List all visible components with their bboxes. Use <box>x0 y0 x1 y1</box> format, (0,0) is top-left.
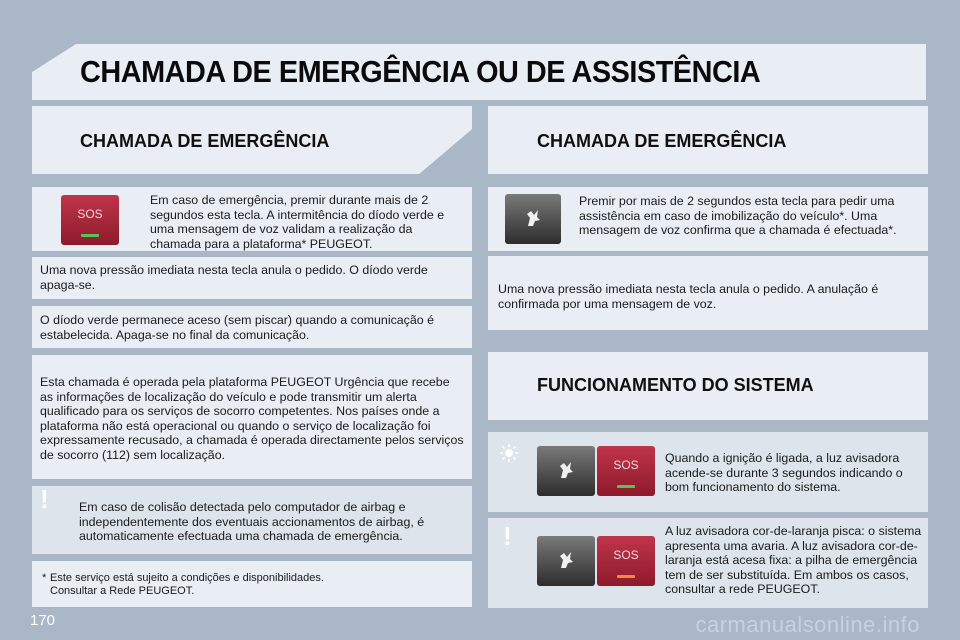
warning-icon: ! <box>40 484 49 514</box>
footnote-asterisk: * <box>42 572 47 584</box>
sos-button[interactable] <box>61 195 119 245</box>
warning-icon: ! <box>503 521 512 551</box>
assistance-cancel-text: Uma nova pressão imediata nesta tecla anula o pedido. A anulação é confirmada por uma mensagem de voz. <box>498 282 879 311</box>
assistance-button-ok <box>537 446 595 496</box>
assistance-button[interactable] <box>505 194 561 244</box>
status-fault-text: A luz avisadora cor-de-laranja pisca: o sistema apresenta uma avaria. A luz avisadora cor-de-laranja está acesa fixa: a pilha de emergência tem de ser substituída. Em ambos os casos, consultar a rede PEUGEOT. <box>665 524 922 597</box>
green-led-indicator <box>81 234 99 237</box>
sos-intro-text: Em caso de emergência, premir durante mais de 2 segundos esta tecla. A intermitência do díodo verde e uma mensagem de voz validam a realização da chamada para a plataforma* PEUGEOT. <box>150 193 445 251</box>
orange-led-indicator <box>617 575 635 578</box>
system-section-heading: FUNCIONAMENTO DO SISTEMA <box>537 375 814 395</box>
page-number: 170 <box>30 612 56 629</box>
green-led-indicator <box>617 485 635 488</box>
sun-icon <box>500 444 518 462</box>
peugeot-lion-icon <box>521 206 545 230</box>
airbag-warning-text: Em caso de colisão detectada pelo computador de airbag e independentemente dos eventuais accionamentos de airbag, é automaticamente efectuada uma chamada de emergência. <box>79 500 425 544</box>
sos-button-label: SOS <box>613 458 639 472</box>
right-section-heading: CHAMADA DE EMERGÊNCIA <box>537 131 787 151</box>
platform-text: Esta chamada é operada pela plataforma PEUGEOT Urgência que recebe as informações de localização do veículo e pode transmitir um alerta qualificado para os serviços de socorro competentes. Nos países onde a plataforma não está operacional ou quando o serviço de localização foi expressamente recusado, a chamada é operada directamente pelos serviços de socorro (112) sem localização. <box>40 375 464 462</box>
peugeot-lion-icon <box>554 458 578 482</box>
sos-cancel-text: Uma nova pressão imediata nesta tecla anula o pedido. O díodo verde apaga-se. <box>40 263 428 292</box>
assistance-button-fault <box>537 536 595 586</box>
sos-button-ok <box>597 446 655 496</box>
assistance-text: Premir por mais de 2 segundos esta tecla para pedir uma assistência em caso de imobilização do veículo*. Uma mensagem de voz confirma que a chamada é efectuada*. <box>579 194 897 238</box>
sos-button-label: SOS <box>77 207 103 221</box>
footnote-text: Este serviço está sujeito a condições e disponibilidades. Consultar a Rede PEUGEOT. <box>50 572 324 597</box>
left-section-heading: CHAMADA DE EMERGÊNCIA <box>80 131 330 151</box>
page-title: CHAMADA DE EMERGÊNCIA OU DE ASSISTÊNCIA <box>80 54 761 89</box>
sos-button-fault <box>597 536 655 586</box>
watermark: carmanualsonline.info <box>695 612 920 637</box>
diode-text: O díodo verde permanece aceso (sem piscar) quando a comunicação é estabelecida. Apaga-se no final da comunicação. <box>40 313 434 342</box>
peugeot-lion-icon <box>554 548 578 572</box>
status-ok-text: Quando a ignição é ligada, a luz avisadora acende-se durante 3 segundos indicando o bom funcionamento do sistema. <box>665 451 903 495</box>
sos-button-label: SOS <box>613 548 639 562</box>
